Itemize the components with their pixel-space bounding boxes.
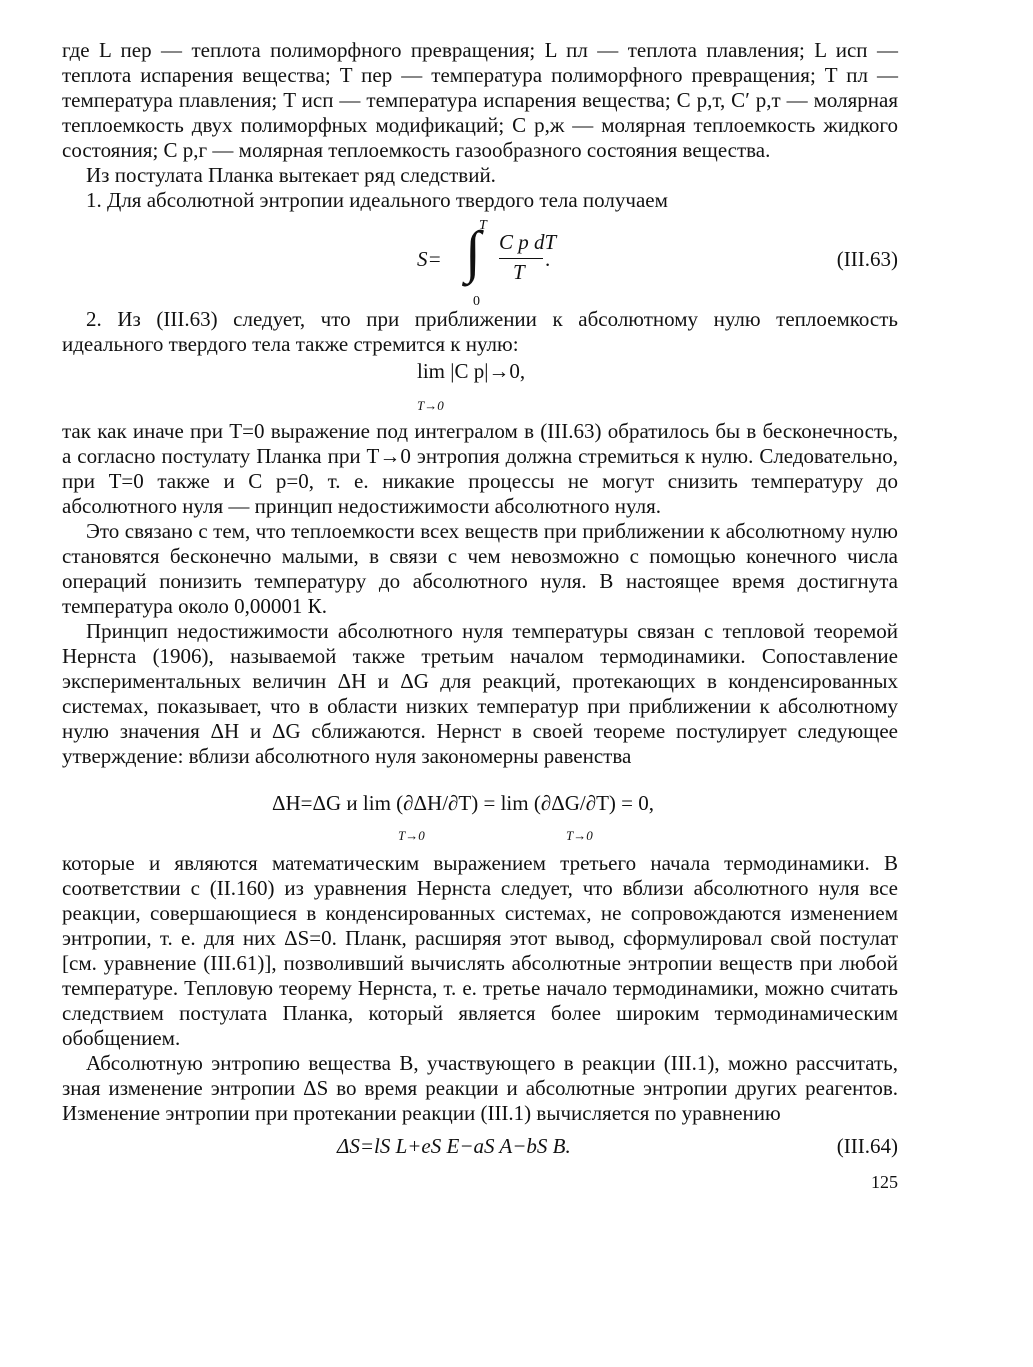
limit-expression: lim |C p|→0, bbox=[417, 359, 526, 383]
equation-nernst bbox=[62, 769, 898, 851]
integral-sign-icon: ∫ bbox=[465, 219, 481, 284]
paragraph-third-law: которые и являются математическим выражением третьего начала термодинамики. В соответствии с (II.160) из уравнения Нернста следует, что вблизи абсолютного нуля все реакции, совершающиеся в конденсированных системах, не сопровождаются изменением энтропии, т. е. для них ΔS=0. Планк, расширяя этот вывод, сформулировал свой постулат [см. уравнение (III.61)], позволивший вычислять абсолютные энтропии веществ при любой температуре. Тепловую теорему Нернста, т. е. третье начало термодинамики, можно считать следствием постулата Планка, который является более широким термодинамическим обобщением. bbox=[62, 851, 898, 1050]
paragraph-consequence: так как иначе при T=0 выражение под интегралом в (III.63) обратилось бы в бесконечность, а согласно постулату Планка при T→0 энтропия должна стремиться к нулю. Следовательно, при T=0 также и C p=0, т. е. никакие процессы не могут снизить температуру до абсолютного нуля — принцип недостижимости абсолютного нуля. bbox=[62, 419, 898, 518]
paragraph-nernst: Принцип недостижимости абсолютного нуля температуры связан с тепловой теоремой Нернста (1906), называемой также третьим началом термодинамики. Сопоставление экспериментальных величин ΔH и ΔG для реакций, протекающих в конденсированных системах, показывает, что в области низких температур при приближении к абсолютному нулю значения ΔH и ΔG сближаются. Нернст в своей теореме постулирует следующее утверждение: вблизи абсолютного нуля закономерны равенства bbox=[62, 619, 898, 768]
equation-number: (III.64) bbox=[836, 1134, 898, 1158]
nernst-subscript-2: T→0 bbox=[566, 828, 593, 843]
fraction-bar bbox=[499, 258, 543, 259]
paragraph-item-2: 2. Из (III.63) следует, что при приближении к абсолютному нулю теплоемкость идеального твердого тела также стремится к нулю: bbox=[62, 307, 898, 356]
paragraph-item-1: 1. Для абсолютной энтропии идеального твердого тела получаем bbox=[86, 188, 668, 212]
paragraph-definitions: где L пер — теплота полиморфного превращения; L пл — теплота плавления; L исп — теплота испарения вещества; T пер — температура полиморфного превращения; T пл — температура плавления; T исп — температура испарения вещества; C p,т, C′ p,т — молярная теплоемкость двух полиморфных модификаций; C p,ж — молярная теплоемкость жидкого состояния; C p,г — молярная теплоемкость газообразного состояния вещества. bbox=[62, 38, 898, 162]
page-number: 125 bbox=[871, 1172, 898, 1192]
nernst-subscript-1: T→0 bbox=[398, 828, 425, 843]
paragraph-absolute-entropy: Абсолютную энтропию вещества В, участвующего в реакции (III.1), можно рассчитать, зная изменение энтропии ΔS во время реакции и абсолютные энтропии других реагентов. Изменение энтропии при протекании реакции (III.1) вычисляется по уравнению bbox=[62, 1051, 898, 1125]
integral-lower-limit: 0 bbox=[473, 294, 480, 309]
document-page bbox=[62, 38, 898, 1198]
equation-iii-63 bbox=[62, 215, 898, 309]
fraction-numerator: C p dT bbox=[499, 230, 557, 254]
equation-period: . bbox=[545, 247, 551, 271]
page-footer bbox=[62, 1170, 898, 1198]
integral-expression bbox=[417, 215, 617, 309]
equation-iii-64 bbox=[62, 1128, 898, 1168]
equation-number: (III.63) bbox=[836, 247, 898, 271]
integral-upper-limit: T bbox=[479, 218, 487, 233]
paragraph-planck-intro: Из постулата Планка вытекает ряд следствий. bbox=[86, 163, 496, 187]
paragraph-heat-capacity: Это связано с тем, что теплоемкости всех веществ при приближении к абсолютному нулю становятся бесконечно малыми, в связи с чем невозможно с помощью конечного числа операций понизить температуру до абсолютного нуля. В настоящее время достигнута температура около 0,00001 К. bbox=[62, 519, 898, 618]
nernst-expression: ΔH=ΔG и lim (∂ΔH/∂T) = lim (∂ΔG/∂T) = 0, bbox=[272, 791, 655, 815]
equation-lhs: S= bbox=[417, 247, 442, 271]
limit-subscript: T→0 bbox=[417, 398, 444, 413]
equation-expression: ΔS=lS L+eS E−aS A−bS B. bbox=[337, 1134, 571, 1158]
fraction-denominator: T bbox=[513, 260, 525, 284]
equation-limit-cp bbox=[62, 357, 898, 419]
